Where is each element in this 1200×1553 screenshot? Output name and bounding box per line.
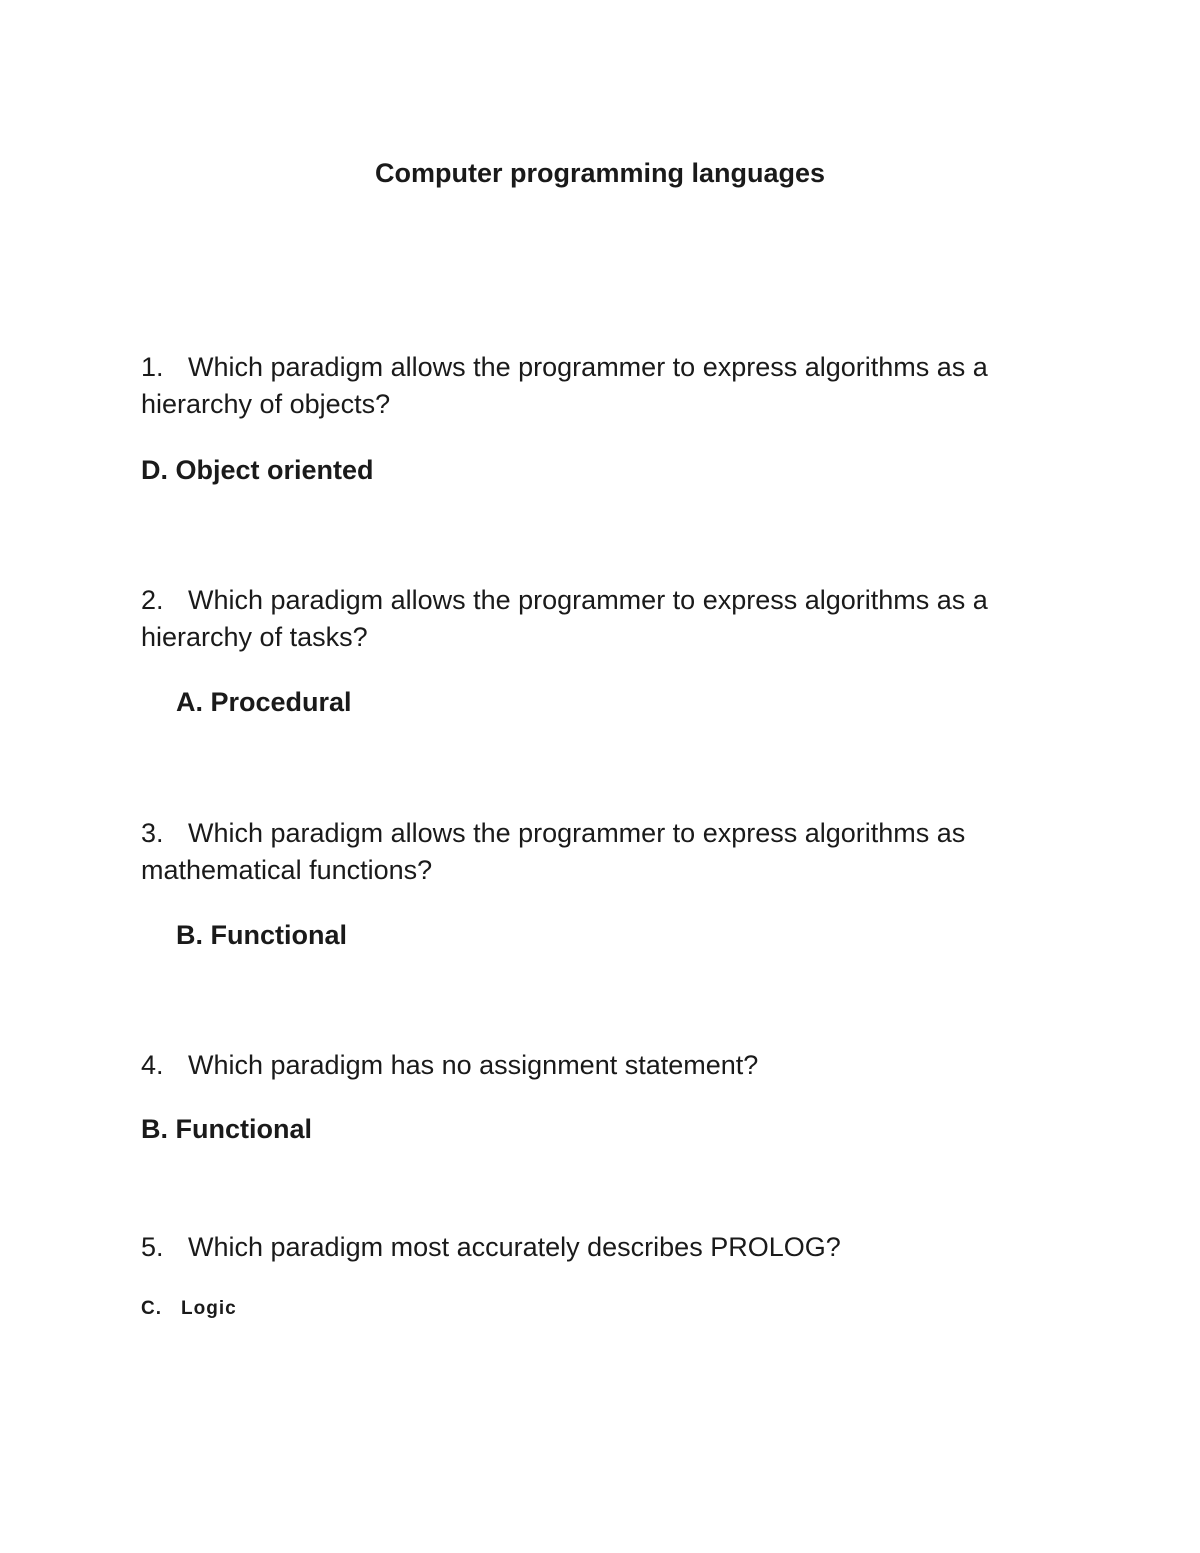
answer-3: B. Functional [176,920,347,950]
question-number: 2. [141,585,164,615]
document-title: Computer programming languages [374,158,826,188]
answer-1: D. Object oriented [141,455,374,485]
question-4 [141,1047,1061,1084]
question-number: 1. [141,352,164,382]
answer-text: Logic [181,1298,237,1319]
question-number: 5. [141,1232,164,1262]
answer-4: B. Functional [141,1114,312,1144]
question-text: Which paradigm allows the programmer to express algorithms as a hierarchy of objects? [141,352,988,419]
answer-letter: C. [141,1298,162,1319]
question-number: 4. [141,1050,164,1080]
question-1 [141,349,1061,423]
question-text: Which paradigm allows the programmer to express algorithms as a hierarchy of tasks? [141,585,988,652]
question-3 [141,815,1061,889]
question-text: Which paradigm allows the programmer to express algorithms as mathematical functions? [141,818,966,885]
question-text: Which paradigm most accurately describes PROLOG? [188,1232,841,1262]
question-2 [141,582,1061,656]
question-number: 3. [141,818,164,848]
answer-5 [141,1296,237,1322]
answer-2: A. Procedural [176,687,352,717]
question-5 [141,1229,1061,1266]
question-text: Which paradigm has no assignment statement? [188,1050,759,1080]
